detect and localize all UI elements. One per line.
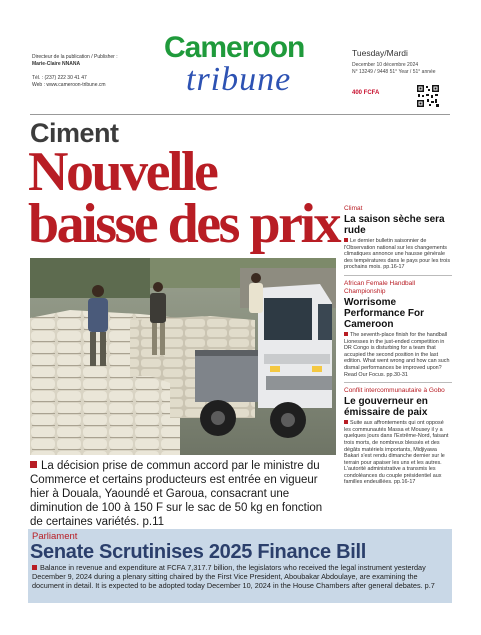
cameroon-tribune-logo — [164, 32, 314, 102]
brief-handball[interactable] — [344, 280, 452, 383]
brief-kicker: African Female Handball Championship — [344, 279, 416, 295]
brief-body — [344, 332, 452, 378]
brief-kicker: Conflit intercommunautaire à Gobo — [344, 387, 445, 395]
sidebar-briefs — [344, 205, 452, 494]
director-label: Directeur de la publication / Publisher : — [32, 54, 118, 60]
bullet-square-icon — [32, 565, 37, 570]
bullet-square-icon — [344, 332, 348, 336]
website: Web : www.cameroon-tribune.cm — [32, 81, 106, 88]
brief-title: La saison sèche sera rude — [344, 214, 445, 236]
edition-issue: N° 13249 / 9448 51° Year / 51° année — [352, 69, 436, 75]
bottom-kicker: Parliament — [32, 531, 78, 542]
brief-body-text: Suite aux affrontements qui ont opposé les communautés Massa et Mousey il y a quelques jours dans l'Extrême-Nord, faisant trois morts, de nombreux blessés et des dégâts matériels importants, Midjiyawa Bakari s'est rendu dimanche dernier sur le terrain pour apaiser les uns et les autres. L'autorité administrative a transmis les condoléances du couple présidentiel aux familles endeuillées. pp.16-17 — [344, 420, 449, 486]
qr-code-icon — [416, 84, 440, 108]
brief-kicker: Climat — [344, 205, 363, 212]
main-kicker: Ciment — [30, 118, 119, 148]
brief-body — [344, 238, 452, 271]
brief-body-text: Le dernier bulletin saisonnier de l'Observation national sur les changements climatiques annonce une hausse générale des températures dans le pays pour les trois prochains mois. pp.16-17 — [344, 238, 451, 271]
edition-date: December 10 décembre 2024 — [352, 62, 419, 68]
edition-day: Tuesday/Mardi — [352, 48, 408, 58]
price-tag: 400 FCFA — [352, 90, 380, 96]
cement-bags-photo — [30, 258, 336, 455]
logo-tribune: tribune — [186, 61, 292, 98]
brief-climat[interactable] — [344, 205, 452, 276]
director-name: Marie-Claire NNANA — [32, 60, 81, 67]
main-lead-text: La décision prise de commun accord par le ministre du Commerce et certains producteurs est entrée en vigueur hier à Douala, Yaoundé et Garoua, consacrant une diminution de 100 à 150 F sur le sac de 50 kg en fonction de certaines variétés. p.11 — [30, 460, 323, 528]
brief-title: Le gouverneur en émissaire de paix — [344, 396, 428, 419]
brief-body — [344, 420, 452, 486]
bottom-body-text: Balance in revenue and expenditure at FCFA 7,317.7 billion, the legislators who received the legal instrument yesterday December 9, 2024 during a plenary sitting chaired by the First Vice President, Aboubakar Abdoulaye, are examining the document in detail. It is expected to be adopted today December 10, 2024 in the House Chambers after general debates. p.7 — [32, 563, 435, 590]
brief-gobo[interactable] — [344, 387, 452, 490]
logo-cameroon: Cameroon — [164, 31, 305, 64]
bullet-square-icon — [344, 238, 348, 242]
bottom-headline: Senate Scrutinises 2025 Finance Bill — [30, 541, 367, 563]
publisher-info — [32, 54, 172, 88]
header-divider — [30, 114, 450, 115]
main-headline: Nouvelle baisse des prix — [28, 141, 339, 255]
brief-title: Worrisome Performance For Cameroon — [344, 296, 425, 330]
bottom-body — [32, 563, 448, 590]
phone: Tél. : (237) 222 30 41 47 — [32, 75, 87, 81]
brief-body-text: The seventh-place finish for the handball Lionesses in the just-ended competition in DR Congo is disturbing for a team that accupied the second position in the last edition. What went wrong and how can such dismal performances be improved upon? Read Our Focus. pp.30-31 — [344, 331, 450, 378]
main-lead — [30, 459, 336, 529]
edition-info — [352, 48, 452, 76]
bullet-square-icon — [30, 461, 37, 468]
bullet-square-icon — [344, 420, 348, 424]
